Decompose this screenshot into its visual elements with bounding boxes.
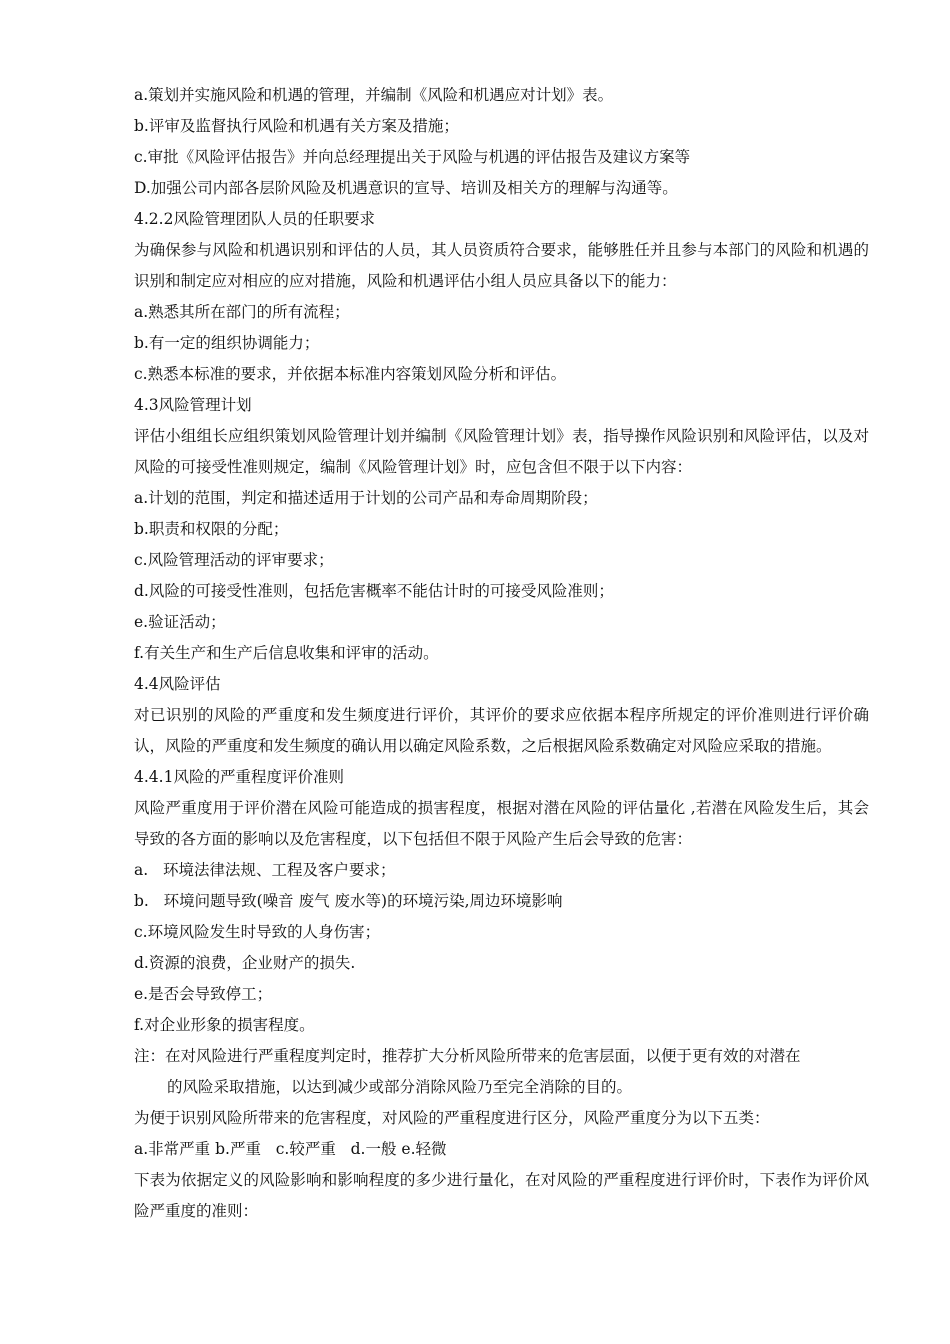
list-item: f.对企业形象的损害程度。 (134, 1016, 315, 1034)
paragraph: 为确保参与风险和机遇识别和评估的人员，其人员资质符合要求，能够胜任并且参与本部门的风险和机遇的识别和制定应对相应的应对措施，风险和机遇评估小组人员应具备以下的能力： (134, 241, 869, 290)
list-item: b.职责和权限的分配； (134, 520, 289, 538)
list-item: d.风险的可接受性准则，包括危害概率不能估计时的可接受风险准则； (134, 582, 614, 600)
section-heading: 4.4风险评估 (134, 675, 221, 693)
list-item: e.是否会导致停工； (134, 985, 273, 1003)
list-item: b.评审及监督执行风险和机遇有关方案及措施； (134, 117, 459, 135)
section-heading: 4.2.2风险管理团队人员的任职要求 (134, 210, 375, 228)
list-item: b.有一定的组织协调能力； (134, 334, 320, 352)
section-heading: 4.3风险管理计划 (134, 396, 252, 414)
list-item: c.风险管理活动的评审要求； (134, 551, 334, 569)
paragraph: 为便于识别风险所带来的危害程度，对风险的严重程度进行区分，风险严重度分为以下五类： (134, 1109, 770, 1127)
list-item: f.有关生产和生产后信息收集和评审的活动。 (134, 644, 439, 662)
list-item: c.审批《风险评估报告》并向总经理提出关于风险与机遇的评估报告及建议方案等 (134, 148, 691, 166)
list-item: D.加强公司内部各层阶风险及机遇意识的宣导、培训及相关方的理解与沟通等。 (134, 179, 678, 197)
note-line: 注：在对风险进行严重程度判定时，推荐扩大分析风险所带来的危害层面，以便于更有效的对潜在 (134, 1047, 801, 1065)
paragraph: 评估小组组长应组织策划风险管理计划并编制《风险管理计划》表，指导操作风险识别和风险评估，以及对风险的可接受性准则规定，编制《风险管理计划》时，应包含但不限于以下内容： (134, 427, 869, 476)
list-item: a.计划的范围，判定和描述适用于计划的公司产品和寿命周期阶段； (134, 489, 598, 507)
list-item: d.资源的浪费，企业财产的损失. (134, 954, 356, 972)
list-item: b. 环境问题导致(噪音 废气 废水等)的环境污染,周边环境影响 (134, 892, 563, 910)
paragraph: 下表为依据定义的风险影响和影响程度的多少进行量化，在对风险的严重程度进行评价时，下表作为评价风险严重度的准则： (134, 1171, 869, 1220)
list-item: a.非常严重 b.严重 c.较严重 d.一般 e.轻微 (134, 1140, 447, 1158)
list-item: a.熟悉其所在部门的所有流程； (134, 303, 350, 321)
list-item: a. 环境法律法规、工程及客户要求； (134, 861, 396, 879)
paragraph: 对已识别的风险的严重度和发生频度进行评价，其评价的要求应依据本程序所规定的评价准则进行评价确认，风险的严重度和发生频度的确认用以确定风险系数，之后根据风险系数确定对风险应采取的措施。 (134, 706, 869, 755)
section-heading: 4.4.1风险的严重程度评价准则 (134, 768, 344, 786)
note-line: 的风险采取措施，以达到减少或部分消除风险乃至完全消除的目的。 (167, 1078, 633, 1096)
document-body (134, 80, 869, 1227)
list-item: e.验证活动； (134, 613, 226, 631)
list-item: c.熟悉本标准的要求，并依据本标准内容策划风险分析和评估。 (134, 365, 567, 383)
list-item: a.策划并实施风险和机遇的管理，并编制《风险和机遇应对计划》表。 (134, 86, 614, 104)
paragraph: 风险严重度用于评价潜在风险可能造成的损害程度，根据对潜在风险的评估量化 ,若潜在风险发生后，其会导致的各方面的影响以及危害程度，以下包括但不限于风险产生后会导致的危害： (134, 799, 869, 848)
list-item: c.环境风险发生时导致的人身伤害； (134, 923, 381, 941)
